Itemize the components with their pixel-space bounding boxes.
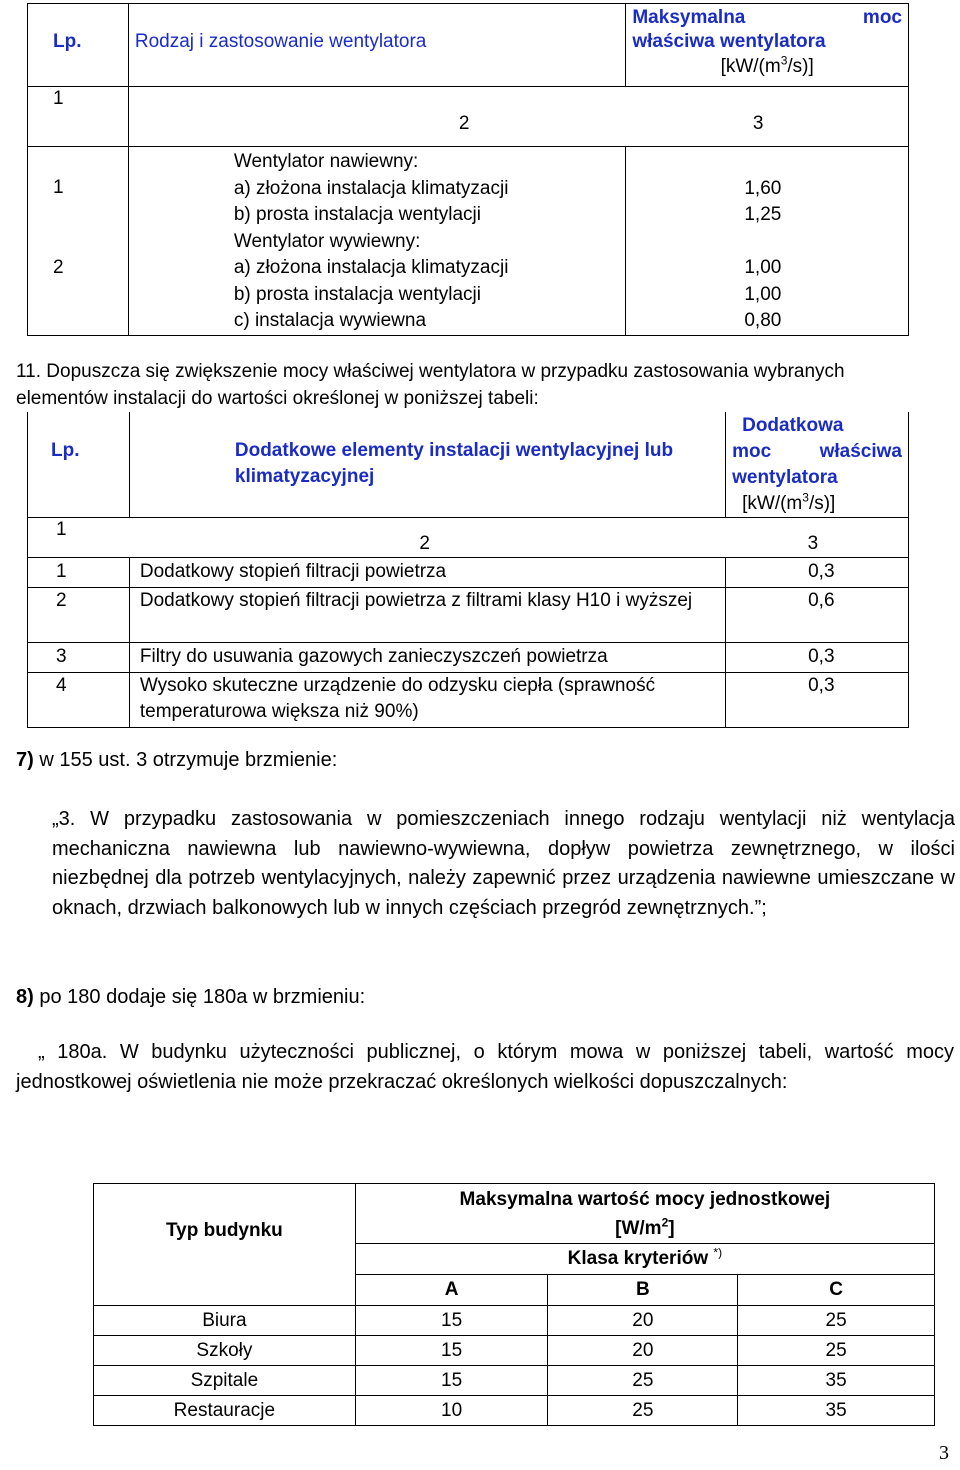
row-value-a: 15 xyxy=(355,1336,548,1366)
table-row xyxy=(28,588,909,643)
row-value-c: 25 xyxy=(738,1306,935,1336)
header-power-word-moc: moc xyxy=(732,441,772,462)
table-row xyxy=(28,643,909,673)
paragraph-3-quote: „3. W przypadku zastosowania w pomieszczeniach innego rodzaju wentylacji niż wentylacja mechaniczna nawiewna lub nawiewno-wywiewna, dopływ powietrza zewnętrznego, w ilości niezbędnej dla potrzeb wentylacyjnych, należy zapewnić przez urządzenia nawiewne umieszczane w oknach, drzwiach balkonowych lub w innych częściach przegród zewnętrznych.”; xyxy=(52,808,955,919)
row-value-c: 25 xyxy=(738,1336,935,1366)
row-lp: 3 xyxy=(28,643,130,673)
header-elements: Dodatkowe elementy instalacji wentylacyjnej lub klimatyzacyjnej xyxy=(129,412,725,518)
row-description: Wysoko skuteczne urządzenie do odzysku ciepła (sprawność temperaturowa większa niż 90%) xyxy=(129,673,725,728)
page-number: 3 xyxy=(939,1442,949,1464)
row-description: Filtry do usuwania gazowych zanieczyszczeń powietrza xyxy=(129,643,725,673)
row-description: Wentylator nawiewny: a) złożona instalacja klimatyzacji b) prosta instalacja wentylacji xyxy=(128,147,626,229)
row-value: 0,6 xyxy=(726,588,909,643)
header-lp: Lp. xyxy=(28,412,130,518)
numbering-1: 1 xyxy=(28,518,130,558)
row-lp: 2 xyxy=(28,229,129,336)
row-value-b: 20 xyxy=(548,1306,738,1336)
row-value-b: 25 xyxy=(548,1396,738,1426)
item-8-number: 8) xyxy=(16,986,34,1008)
table-row xyxy=(28,673,909,728)
row-value: 0,3 xyxy=(726,643,909,673)
header-max-unit: $[W/m^2]$ xyxy=(615,1215,675,1239)
numbering-3: 3 xyxy=(626,87,909,147)
row-building: Restauracje xyxy=(94,1396,356,1426)
row-building: Biura xyxy=(94,1306,356,1336)
table-additional-power xyxy=(27,412,909,728)
row-value-a: 15 xyxy=(355,1366,548,1396)
table-header-row xyxy=(94,1184,935,1244)
row-value: 0,3 xyxy=(726,673,909,728)
numbering-2: 2 xyxy=(129,518,725,558)
table-header-row xyxy=(28,412,909,518)
table-row xyxy=(94,1366,935,1396)
numbering-2: 2 xyxy=(128,87,626,147)
table-row xyxy=(94,1336,935,1366)
paragraph-11: 11. Dopuszcza się zwiększenie mocy właściwej wentylatora w przypadku zastosowania wybranych elementów instalacji do wartości określonej w poniższej tabeli: xyxy=(16,361,845,409)
header-power-word2: moc xyxy=(862,7,902,28)
table-row xyxy=(28,229,909,336)
header-type: Rodzaj i zastosowanie wentylatora xyxy=(128,4,626,87)
row-value-c: 35 xyxy=(738,1366,935,1396)
header-power-word-wlasciwa: właściwa xyxy=(819,441,902,462)
row-description: Wentylator wywiewny: a) złożona instalacja klimatyzacji b) prosta instalacja wentylacji c) instalacja wywiewna xyxy=(128,229,626,336)
item-8 xyxy=(16,983,365,1011)
row-description: Dodatkowy stopień filtracji powietrza z filtrami klasy H10 i wyższej xyxy=(129,588,725,643)
row-value: 0,3 xyxy=(726,558,909,588)
paragraph-180a: „ 180a. W budynku użyteczności publicznej, o którym mowa w poniższej tabeli, wartość mocy jednostkowej oświetlenia nie może przekraczać określonych wielkości dopuszczalnych: xyxy=(16,1041,954,1093)
row-value-a: 10 xyxy=(355,1396,548,1426)
row-values: 1,00 1,00 0,80 xyxy=(626,229,909,336)
row-lp: 1 xyxy=(28,147,129,229)
header-max-line1: Maksymalna wartość mocy jednostkowej xyxy=(459,1189,831,1210)
row-value-b: 20 xyxy=(548,1336,738,1366)
table-fan-power xyxy=(27,3,909,336)
item-7-text: w 155 ust. 3 otrzymuje brzmienie: xyxy=(33,749,338,771)
row-building: Szpitale xyxy=(94,1366,356,1396)
numbering-3: 3 xyxy=(726,518,909,558)
row-lp: 2 xyxy=(28,588,130,643)
header-building-type: Typ budynku xyxy=(94,1184,356,1306)
header-max-power xyxy=(355,1184,934,1244)
row-building: Szkoły xyxy=(94,1336,356,1366)
row-lp: 4 xyxy=(28,673,130,728)
row-value-b: 25 xyxy=(548,1366,738,1396)
header-power-line1: Dodatkowa xyxy=(742,415,844,436)
header-lp: Lp. xyxy=(28,4,129,87)
header-additional-power xyxy=(726,412,909,518)
row-description: Dodatkowy stopień filtracji powietrza xyxy=(129,558,725,588)
item-8-text: po 180 dodaje się 180a w brzmieniu: xyxy=(33,986,366,1008)
table-row xyxy=(28,147,909,229)
table-row xyxy=(28,558,909,588)
column-a: A xyxy=(355,1275,548,1306)
column-b: B xyxy=(548,1275,738,1306)
table-header-row xyxy=(28,4,909,87)
column-c: C xyxy=(738,1275,935,1306)
table-numbering-row xyxy=(28,518,909,558)
table-row xyxy=(94,1396,935,1426)
row-value-c: 35 xyxy=(738,1396,935,1426)
row-value-a: 15 xyxy=(355,1306,548,1336)
table-row xyxy=(94,1306,935,1336)
header-power-word1: Maksymalna xyxy=(632,7,746,28)
table-lighting-power xyxy=(93,1183,935,1426)
table-numbering-row xyxy=(28,87,909,147)
item-7-number: 7) xyxy=(16,749,34,771)
header-power-unit: $[kW/(m^3/s)]$ xyxy=(720,53,814,77)
item-7 xyxy=(16,746,337,774)
header-class: Klasa kryteriów *) xyxy=(355,1244,934,1275)
row-lp: 1 xyxy=(28,558,130,588)
header-power-line3: wentylatora xyxy=(732,467,838,488)
header-power-line2: właściwa wentylatora xyxy=(632,31,826,52)
header-max-power xyxy=(626,4,909,87)
row-values: 1,60 1,25 xyxy=(626,147,909,229)
numbering-1: 1 xyxy=(28,87,129,147)
header-power-unit: $[kW/(m^3/s)]$ xyxy=(742,490,836,514)
